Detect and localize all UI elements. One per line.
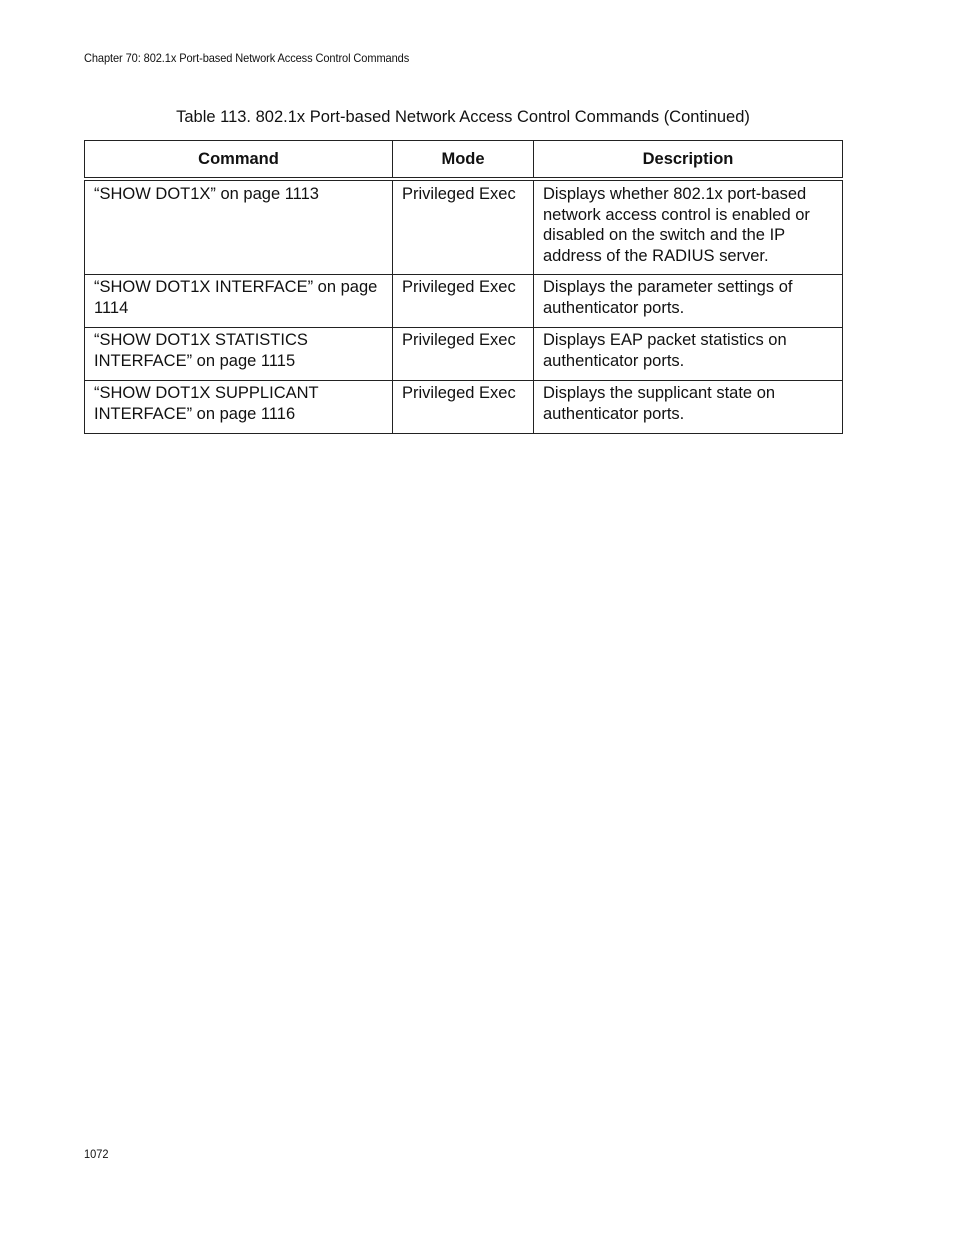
table-row	[85, 328, 843, 381]
table-header-row	[85, 141, 843, 180]
mode-cell: Privileged Exec	[393, 275, 534, 328]
description-cell: Displays whether 802.1x port-based network access control is enabled or disabled on the switch and the IP address of the RADIUS server.	[534, 179, 843, 275]
table-caption: Table 113. 802.1x Port-based Network Access Control Commands (Continued)	[176, 108, 750, 126]
mode-cell: Privileged Exec	[393, 381, 534, 434]
description-cell: Displays EAP packet statistics on authenticator ports.	[534, 328, 843, 381]
page-number: 1072	[84, 1147, 109, 1161]
description-cell: Displays the supplicant state on authenticator ports.	[534, 381, 843, 434]
mode-cell: Privileged Exec	[393, 328, 534, 381]
table-row	[85, 179, 843, 275]
column-header-description: Description	[534, 141, 843, 180]
column-header-command: Command	[85, 141, 393, 180]
command-cell: “SHOW DOT1X STATISTICS INTERFACE” on page 1115	[85, 328, 393, 381]
table-row	[85, 381, 843, 434]
running-header: Chapter 70: 802.1x Port-based Network Access Control Commands	[84, 51, 410, 65]
mode-cell: Privileged Exec	[393, 179, 534, 275]
command-cell: “SHOW DOT1X INTERFACE” on page 1114	[85, 275, 393, 328]
command-cell: “SHOW DOT1X” on page 1113	[85, 179, 393, 275]
description-cell: Displays the parameter settings of authenticator ports.	[534, 275, 843, 328]
table-row	[85, 275, 843, 328]
command-cell: “SHOW DOT1X SUPPLICANT INTERFACE” on page 1116	[85, 381, 393, 434]
commands-table	[84, 140, 843, 434]
column-header-mode: Mode	[393, 141, 534, 180]
